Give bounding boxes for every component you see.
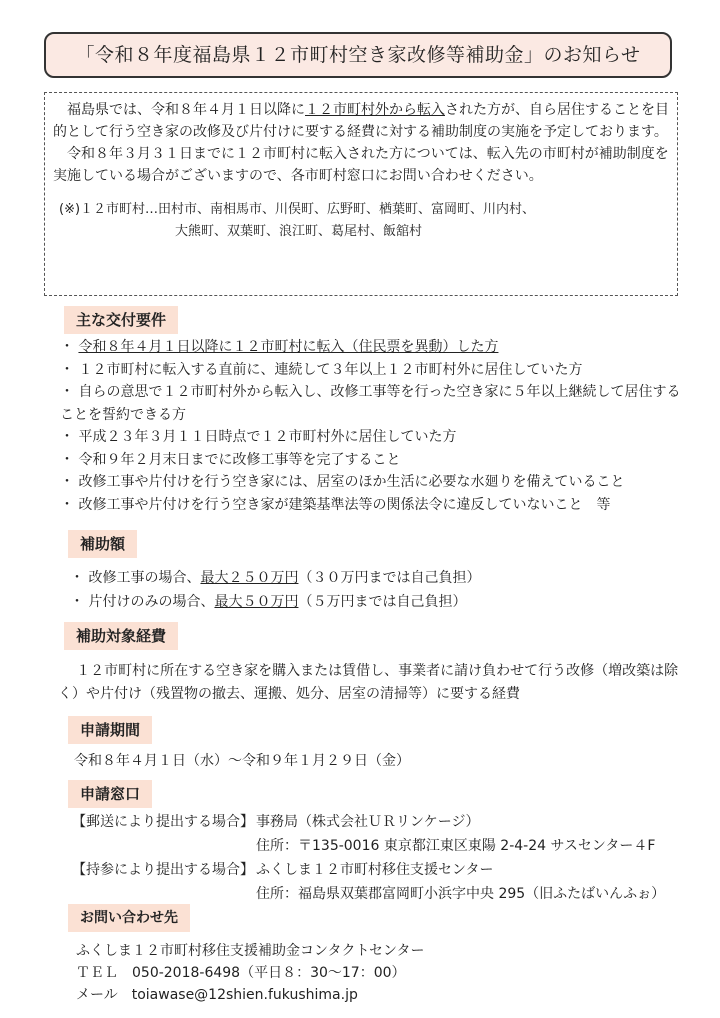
- amount-heading: 補助額: [68, 530, 137, 558]
- contact-tel: ＴＥＬ 050‐2018‐6498（平日８：30～17：00）: [76, 965, 406, 981]
- mail-submission-label: 【郵送により提出する場合】: [72, 814, 254, 830]
- mail-submission-name: 事務局（株式会社ＵＲリンケージ）: [256, 814, 480, 830]
- amount-max: 最大２５０万円: [200, 570, 299, 586]
- contact-block: [76, 940, 696, 1006]
- requirement-text: １２市町村に転入する直前に、連続して３年以上１２市町村外に居住していた方: [78, 361, 583, 378]
- requirement-text: 改修工事や片付けを行う空き家には、居室のほか生活に必要な水廻りを備えていること: [78, 474, 625, 490]
- visit-submission-row: [72, 858, 712, 882]
- list-item: ・ 令和８年４月１日以降に１２市町村に転入（住民票を異動）した方: [60, 339, 499, 355]
- intro-paragraph-1: [53, 99, 669, 143]
- contact-heading: お問い合わせ先: [68, 904, 190, 932]
- contact-email: メール toiawase@12shien.fukushima.jp: [76, 987, 358, 1003]
- expenses-heading: 補助対象経費: [64, 622, 178, 650]
- requirement-text: 令和９年２月末日までに改修工事等を完了すること: [78, 451, 401, 468]
- amount-text: 改修工事の場合、: [88, 570, 201, 586]
- requirements-heading: 主な交付要件: [64, 306, 178, 334]
- intro-text: 福島県では、令和８年４月１日以降に: [67, 102, 305, 118]
- amount-list: [70, 566, 680, 614]
- period-text: 令和８年４月１日（水）～令和９年１月２９日（金）: [74, 753, 410, 769]
- visit-submission-address: 住所：福島県双葉郡富岡町小浜字中央 295（旧ふたばいんふぉ）: [256, 886, 666, 902]
- visit-submission-label: 【持参により提出する場合】: [72, 862, 254, 878]
- amount-text: 片付けのみの場合、: [88, 594, 215, 610]
- mail-submission-address: 住所：〒135-0016 東京都江東区東陽 2-4-24 サスセンター４F: [256, 838, 656, 854]
- requirements-list: [58, 336, 688, 516]
- list-item: ・ 改修工事の場合、最大２５０万円（３０万円までは自己負担）: [70, 570, 481, 586]
- intro-underlined-text: １２市町村外から転入: [305, 102, 445, 118]
- mail-submission-row: [72, 810, 712, 834]
- page-title: 「令和８年度福島県１２市町村空き家改修等補助金」のお知らせ: [44, 32, 672, 78]
- requirement-text: 改修工事や片付けを行う空き家が建築基準法等の関係法令に違反していないこと 等: [78, 496, 611, 513]
- intro-paragraph-2: 令和８年３月３１日までに１２市町村に転入された方については、転入先の市町村が補助制度を実施している場合がございますので、各市町村窓口にお問い合わせください。: [53, 146, 669, 184]
- requirement-text: 令和８年４月１日以降に１２市町村に転入（住民票を異動）した方: [78, 339, 499, 355]
- intro-box: [44, 92, 678, 296]
- list-item: ・ 片付けのみの場合、最大５０万円（５万円までは自己負担）: [70, 594, 467, 610]
- expenses-text: １２市町村に所在する空き家を購入または賃借し、事業者に請け負わせて行う改修（増改築は除く）や片付け（残置物の撤去、運搬、処分、居室の清掃等）に要する経費: [58, 663, 679, 702]
- amount-text: （３０万円までは自己負担）: [298, 570, 481, 586]
- office-block: [72, 810, 712, 906]
- list-item: ・ 令和９年２月末日までに改修工事等を完了すること: [60, 451, 401, 468]
- requirement-text: 自らの意思で１２市町村外から転入し、改修工事等を行った空き家に５年以上継続して居住することを誓約できる方: [60, 384, 681, 423]
- amount-max: 最大５０万円: [214, 594, 299, 610]
- list-item: ・ 自らの意思で１２市町村外から転入し、改修工事等を行った空き家に５年以上継続して居住することを誓約できる方: [60, 384, 681, 423]
- office-heading: 申請窓口: [68, 780, 152, 808]
- municipality-note: (※)１２市町村…田村市、南相馬市、川俣町、広野町、楢葉町、富岡町、川内村、: [59, 202, 536, 217]
- list-item: ・ 平成２３年３月１１日時点で１２市町村外に居住していた方: [60, 429, 457, 445]
- visit-submission-name: ふくしま１２市町村移住支援センター: [256, 862, 494, 878]
- list-item: ・ 改修工事や片付けを行う空き家には、居室のほか生活に必要な水廻りを備えていること: [60, 474, 625, 490]
- requirement-text: 平成２３年３月１１日時点で１２市町村外に居住していた方: [78, 429, 457, 445]
- contact-center-name: ふくしま１２市町村移住支援補助金コンタクトセンター: [76, 943, 425, 959]
- amount-text: （５万円までは自己負担）: [298, 594, 467, 610]
- list-item: ・ １２市町村に転入する直前に、連続して３年以上１２市町村外に居住していた方: [60, 361, 583, 378]
- period-heading: 申請期間: [68, 716, 152, 744]
- list-item: ・ 改修工事や片付けを行う空き家が建築基準法等の関係法令に違反していないこと 等: [60, 496, 611, 513]
- municipality-note-continued: 大熊町、双葉町、浪江町、葛尾村、飯舘村: [175, 224, 423, 239]
- intro-text: された方が、自ら居住することを目的として行う空き家の改修及び片付けに要する経費に対する補助制度の実施を予定しております。: [53, 102, 669, 140]
